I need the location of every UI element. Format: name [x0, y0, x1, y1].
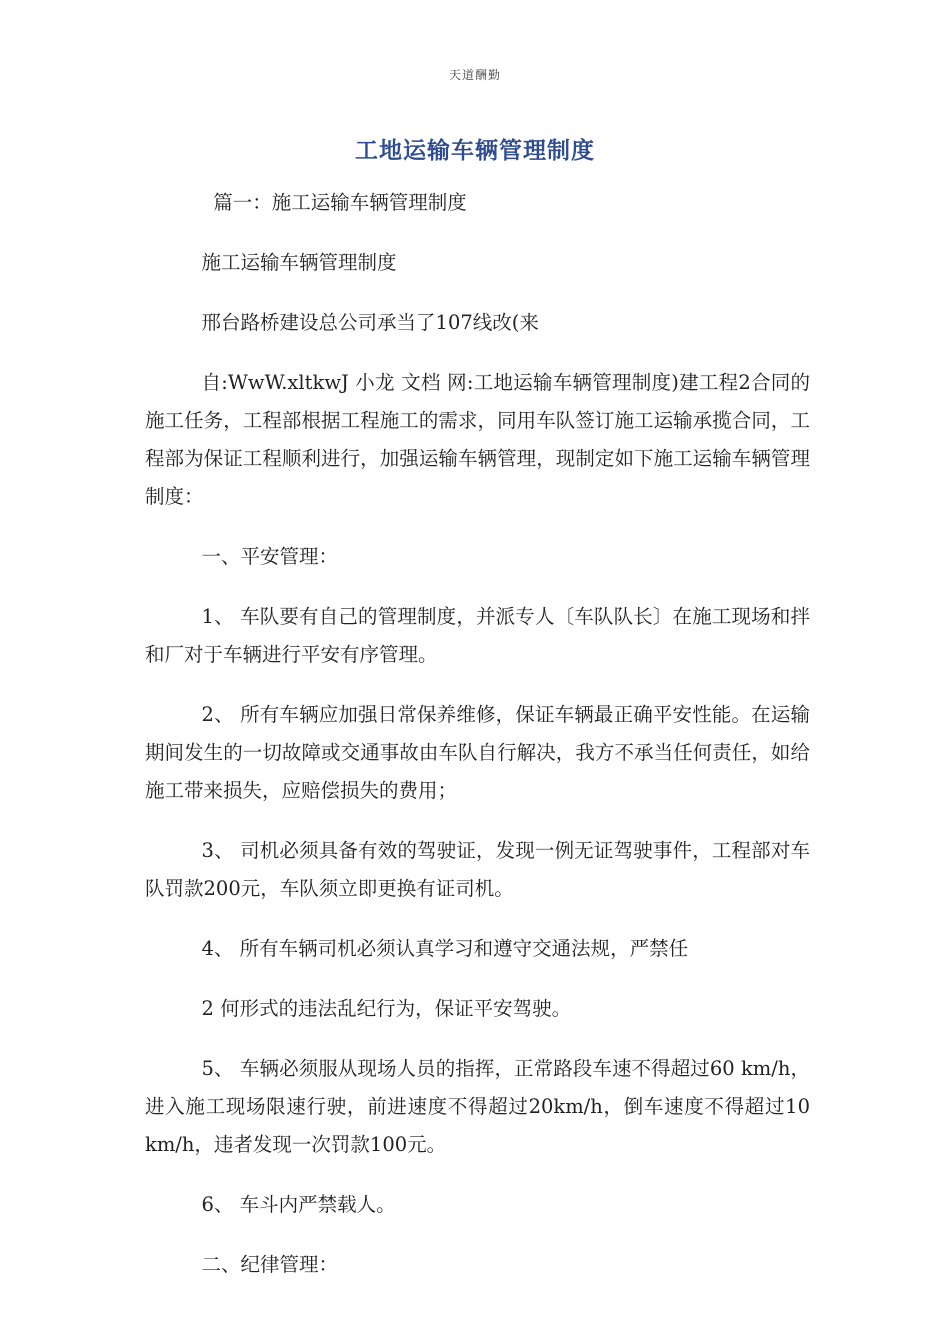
paragraph-heading-safety: 一、平安管理：	[201, 545, 339, 568]
document-title: 工地运输车辆管理制度	[355, 138, 595, 164]
paragraph-section-heading: 篇一：施工运输车辆管理制度	[213, 191, 467, 214]
paragraph-heading-discipline: 二、纪律管理：	[201, 1253, 339, 1276]
document-body	[145, 184, 810, 1306]
paragraph-rule-5: 5、 车辆必须服从现场人员的指挥，正常路段车速不得超过60 km/h，进入施工现场限速行驶，前进速度不得超过20km/h，倒车速度不得超过10 km/h，违者发现一次罚款100元。	[145, 1057, 810, 1156]
paragraph-rule-3: 3、 司机必须具备有效的驾驶证，发现一例无证驾驶事件，工程部对车队罚款200元，车队须立即更换有证司机。	[145, 839, 810, 900]
paragraph-intro: 自:WwW.xltkwJ 小龙 文档 网:工地运输车辆管理制度)建工程2合同的施工任务，工程部根据工程施工的需求，同用车队签订施工运输承揽合同，工程部为保证工程顺利进行，加强运输车辆管理，现制定如下施工运输车辆管理制度：	[145, 371, 810, 508]
paragraph-rule-1: 1、 车队要有自己的管理制度，并派专人〔车队队长〕在施工现场和拌和厂对于车辆进行平安有序管理。	[145, 605, 810, 666]
page-header: 天道酬勤	[448, 68, 501, 82]
paragraph-rule-2: 2、 所有车辆应加强日常保养维修，保证车辆最正确平安性能。在运输期间发生的一切故障或交通事故由车队自行解决，我方不承当任何责任，如给施工带来损失，应赔偿损失的费用；	[145, 703, 810, 802]
paragraph-rule-6: 6、 车斗内严禁载人。	[201, 1193, 396, 1216]
paragraph-intro-line: 邢台路桥建设总公司承当了107线改(来	[201, 311, 539, 334]
paragraph-rule-4: 4、 所有车辆司机必须认真学习和遵守交通法规，严禁任	[201, 937, 689, 960]
paragraph-rule-4-continued: 2 何形式的违法乱纪行为，保证平安驾驶。	[201, 997, 572, 1020]
paragraph-subtitle: 施工运输车辆管理制度	[201, 251, 397, 274]
